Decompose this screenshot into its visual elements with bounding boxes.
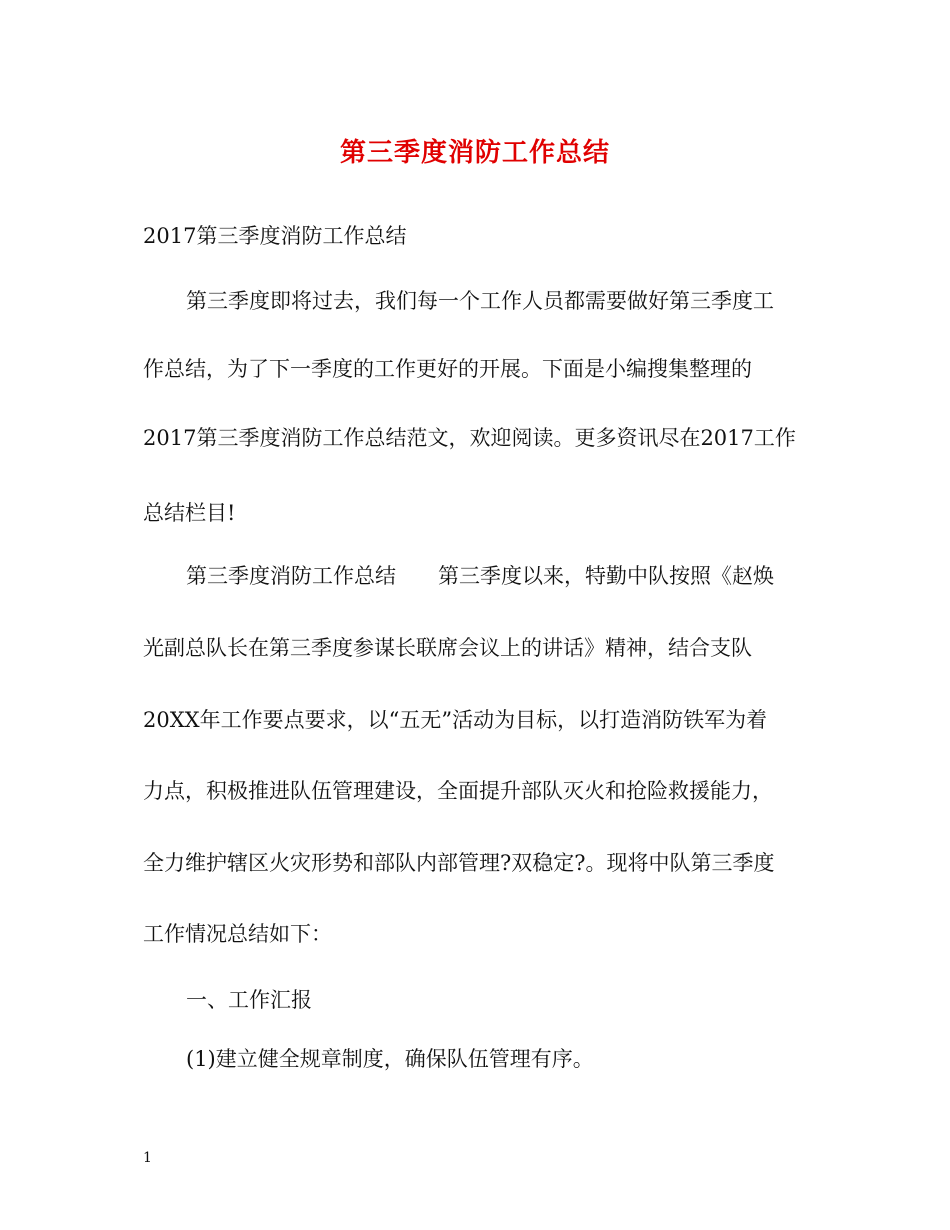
paragraph-line: 20XX年工作要点要求，以“五无”活动为目标，以打造消防铁军为着	[143, 708, 768, 732]
paragraph-line: 第三季度消防工作总结 第三季度以来，特勤中队按照《赵焕	[186, 564, 774, 588]
paragraph-line: 全力维护辖区火灾形势和部队内部管理?双稳定?。现将中队第三季度	[143, 851, 775, 875]
page-number: 1	[143, 1150, 152, 1166]
paragraph-line: 力点，积极推进队伍管理建设，全面提升部队灭火和抢险救援能力，	[143, 779, 773, 803]
document-title: 第三季度消防工作总结	[339, 138, 610, 168]
paragraph-line: 光副总队长在第三季度参谋长联席会议上的讲话》精神，结合支队	[143, 636, 752, 660]
subtitle-line: 2017第三季度消防工作总结	[143, 224, 407, 248]
subsection-heading: (1)建立健全规章制度，确保队伍管理有序。	[186, 1047, 594, 1071]
paragraph-line: 第三季度即将过去，我们每一个工作人员都需要做好第三季度工	[186, 289, 774, 313]
paragraph-line: 工作情况总结如下：	[143, 922, 332, 946]
section-heading: 一、工作汇报	[186, 988, 312, 1012]
paragraph-line: 总结栏目!	[143, 501, 236, 525]
paragraph-line: 2017第三季度消防工作总结范文，欢迎阅读。更多资讯尽在2017工作	[143, 426, 796, 450]
paragraph-line: 作总结，为了下一季度的工作更好的开展。下面是小编搜集整理的	[143, 357, 752, 381]
